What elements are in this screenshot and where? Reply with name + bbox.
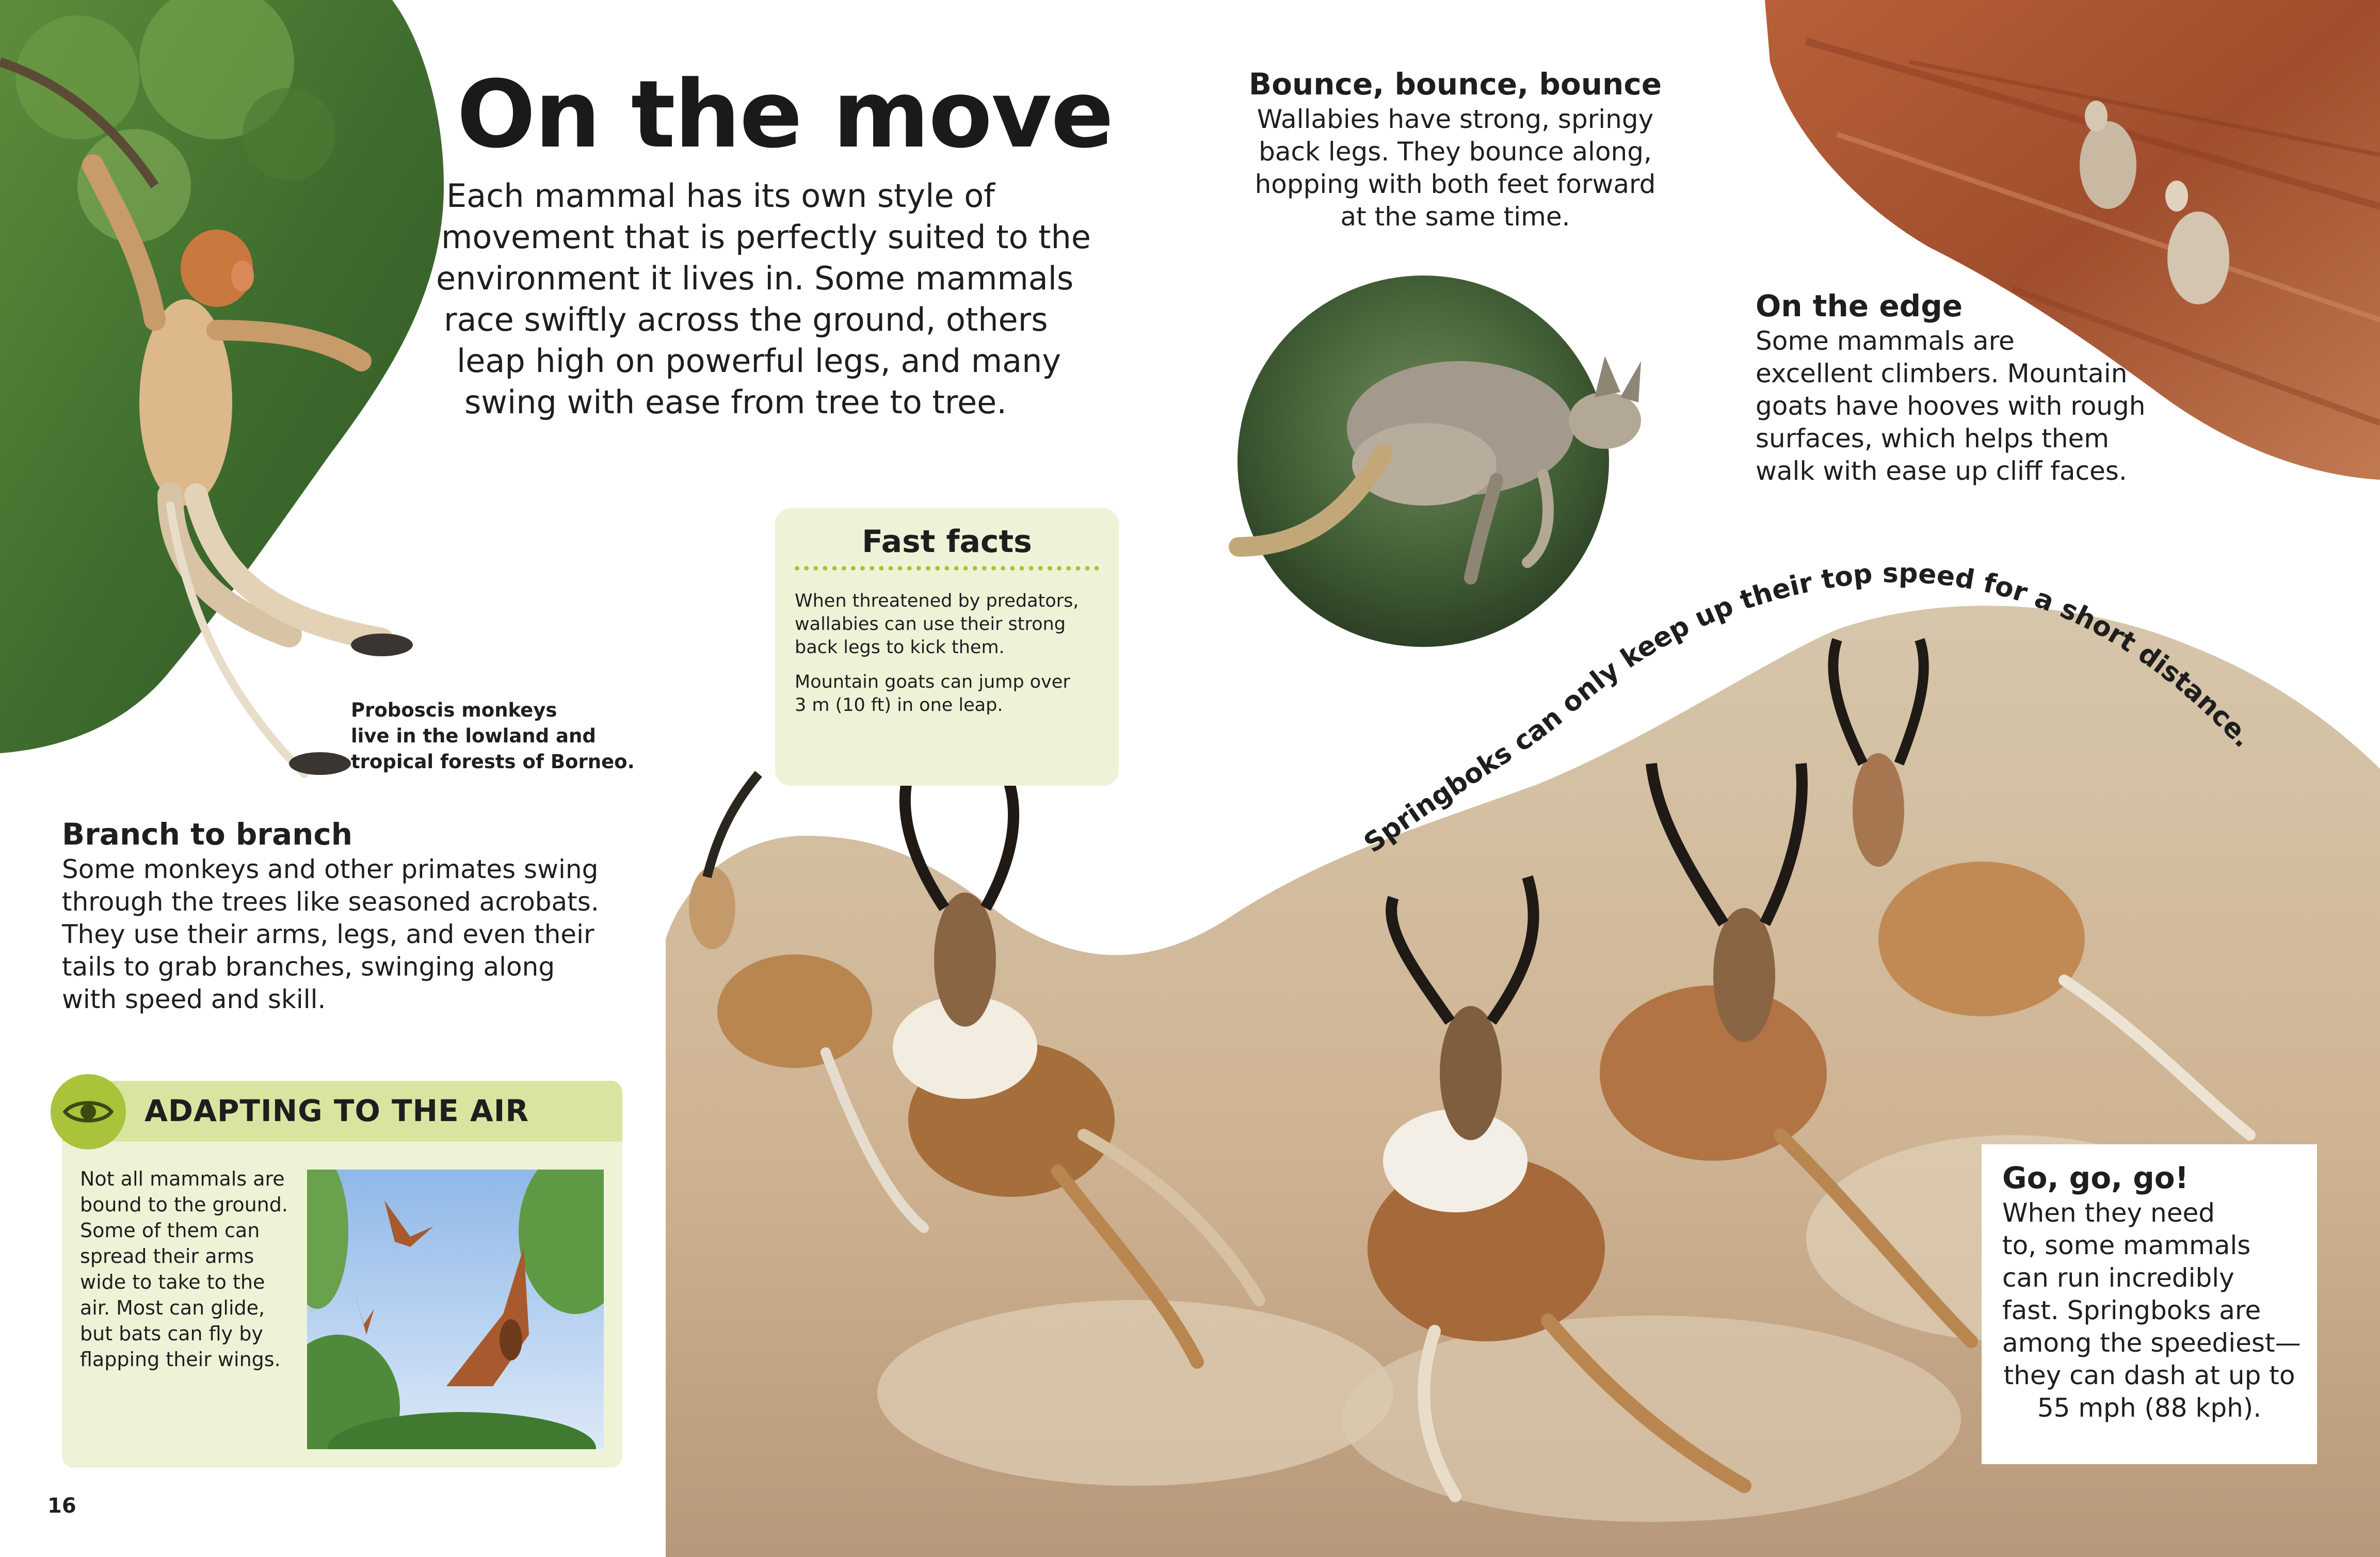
go-go-go-section	[1982, 1144, 2317, 1464]
curved-caption-text: Springboks can only keep up their top speed for a short distance.	[1358, 558, 2259, 859]
air-line: flapping their wings.	[80, 1348, 281, 1371]
body-line: tails to grab branches, swinging along	[62, 952, 555, 982]
air-line: air. Most can glide,	[80, 1296, 265, 1319]
fact-line: Mountain goats can jump over	[795, 672, 1070, 692]
caption-line: live in the lowland and	[351, 725, 596, 747]
body-line: Some mammals are	[1756, 326, 2015, 356]
bounce-heading: Bounce, bounce, bounce	[1248, 67, 1662, 102]
fact-line: back legs to kick them.	[795, 637, 1005, 658]
air-line: wide to take to the	[80, 1271, 265, 1293]
fast-facts-title: Fast facts	[862, 524, 1032, 560]
intro-line: Each mammal has its own style of	[446, 177, 995, 215]
intro-line: swing with ease from tree to tree.	[464, 383, 1007, 421]
gogo-heading: Go, go, go!	[2002, 1160, 2189, 1195]
body-line: Wallabies have strong, springy	[1257, 104, 1654, 134]
body-line: walk with ease up cliff faces.	[1756, 456, 2127, 486]
body-line: excellent climbers. Mountain	[1756, 359, 2128, 388]
body-line: goats have hooves with rough	[1756, 391, 2146, 421]
edge-heading: On the edge	[1756, 288, 1963, 323]
body-line: They use their arms, legs, and even their	[62, 919, 594, 949]
intro-line: environment it lives in. Some mammals	[436, 260, 1074, 297]
intro-line: leap high on powerful legs, and many	[457, 342, 1062, 380]
page-number: 16	[47, 1494, 76, 1518]
body-line: Some monkeys and other primates swing	[62, 854, 599, 884]
body-line: through the trees like seasoned acrobats.	[62, 887, 599, 917]
air-line: Not all mammals are	[80, 1167, 285, 1190]
air-line: bound to the ground.	[80, 1193, 288, 1216]
fact-line: 3 m (10 ft) in one leap.	[795, 695, 1003, 716]
body-line: fast. Springboks are	[2002, 1295, 2261, 1325]
fact-line: wallabies can use their strong	[795, 614, 1066, 635]
body-line: When they need	[2002, 1198, 2215, 1228]
body-line: at the same time.	[1340, 202, 1570, 232]
body-line: back legs. They bounce along,	[1259, 137, 1652, 167]
branch-heading: Branch to branch	[62, 817, 353, 852]
intro-line: movement that is perfectly suited to the	[441, 218, 1091, 256]
page-title: On the move	[457, 61, 1113, 169]
body-line: to, some mammals	[2002, 1230, 2251, 1260]
fact-line: When threatened by predators,	[795, 591, 1079, 611]
springbok-curved-caption	[1358, 558, 2258, 859]
air-box-title: ADAPTING TO THE AIR	[144, 1093, 529, 1128]
body-line: surfaces, which helps them	[1756, 424, 2109, 453]
body-line: can run incredibly	[2002, 1263, 2234, 1293]
intro-line: race swiftly across the ground, others	[444, 301, 1048, 338]
air-line: spread their arms	[80, 1245, 254, 1268]
caption-line: tropical forests of Borneo.	[351, 751, 635, 773]
air-line: Some of them can	[80, 1219, 260, 1242]
body-line: they can dash at up to	[2003, 1360, 2295, 1390]
body-line: 55 mph (88 kph).	[2037, 1393, 2262, 1423]
air-line: but bats can fly by	[80, 1322, 263, 1345]
body-line: hopping with both feet forward	[1255, 169, 1656, 199]
body-line: with speed and skill.	[62, 984, 326, 1014]
body-line: among the speediest—	[2002, 1328, 2301, 1358]
caption-line: Proboscis monkeys	[351, 699, 557, 721]
gogo-body	[2002, 1197, 2301, 1424]
